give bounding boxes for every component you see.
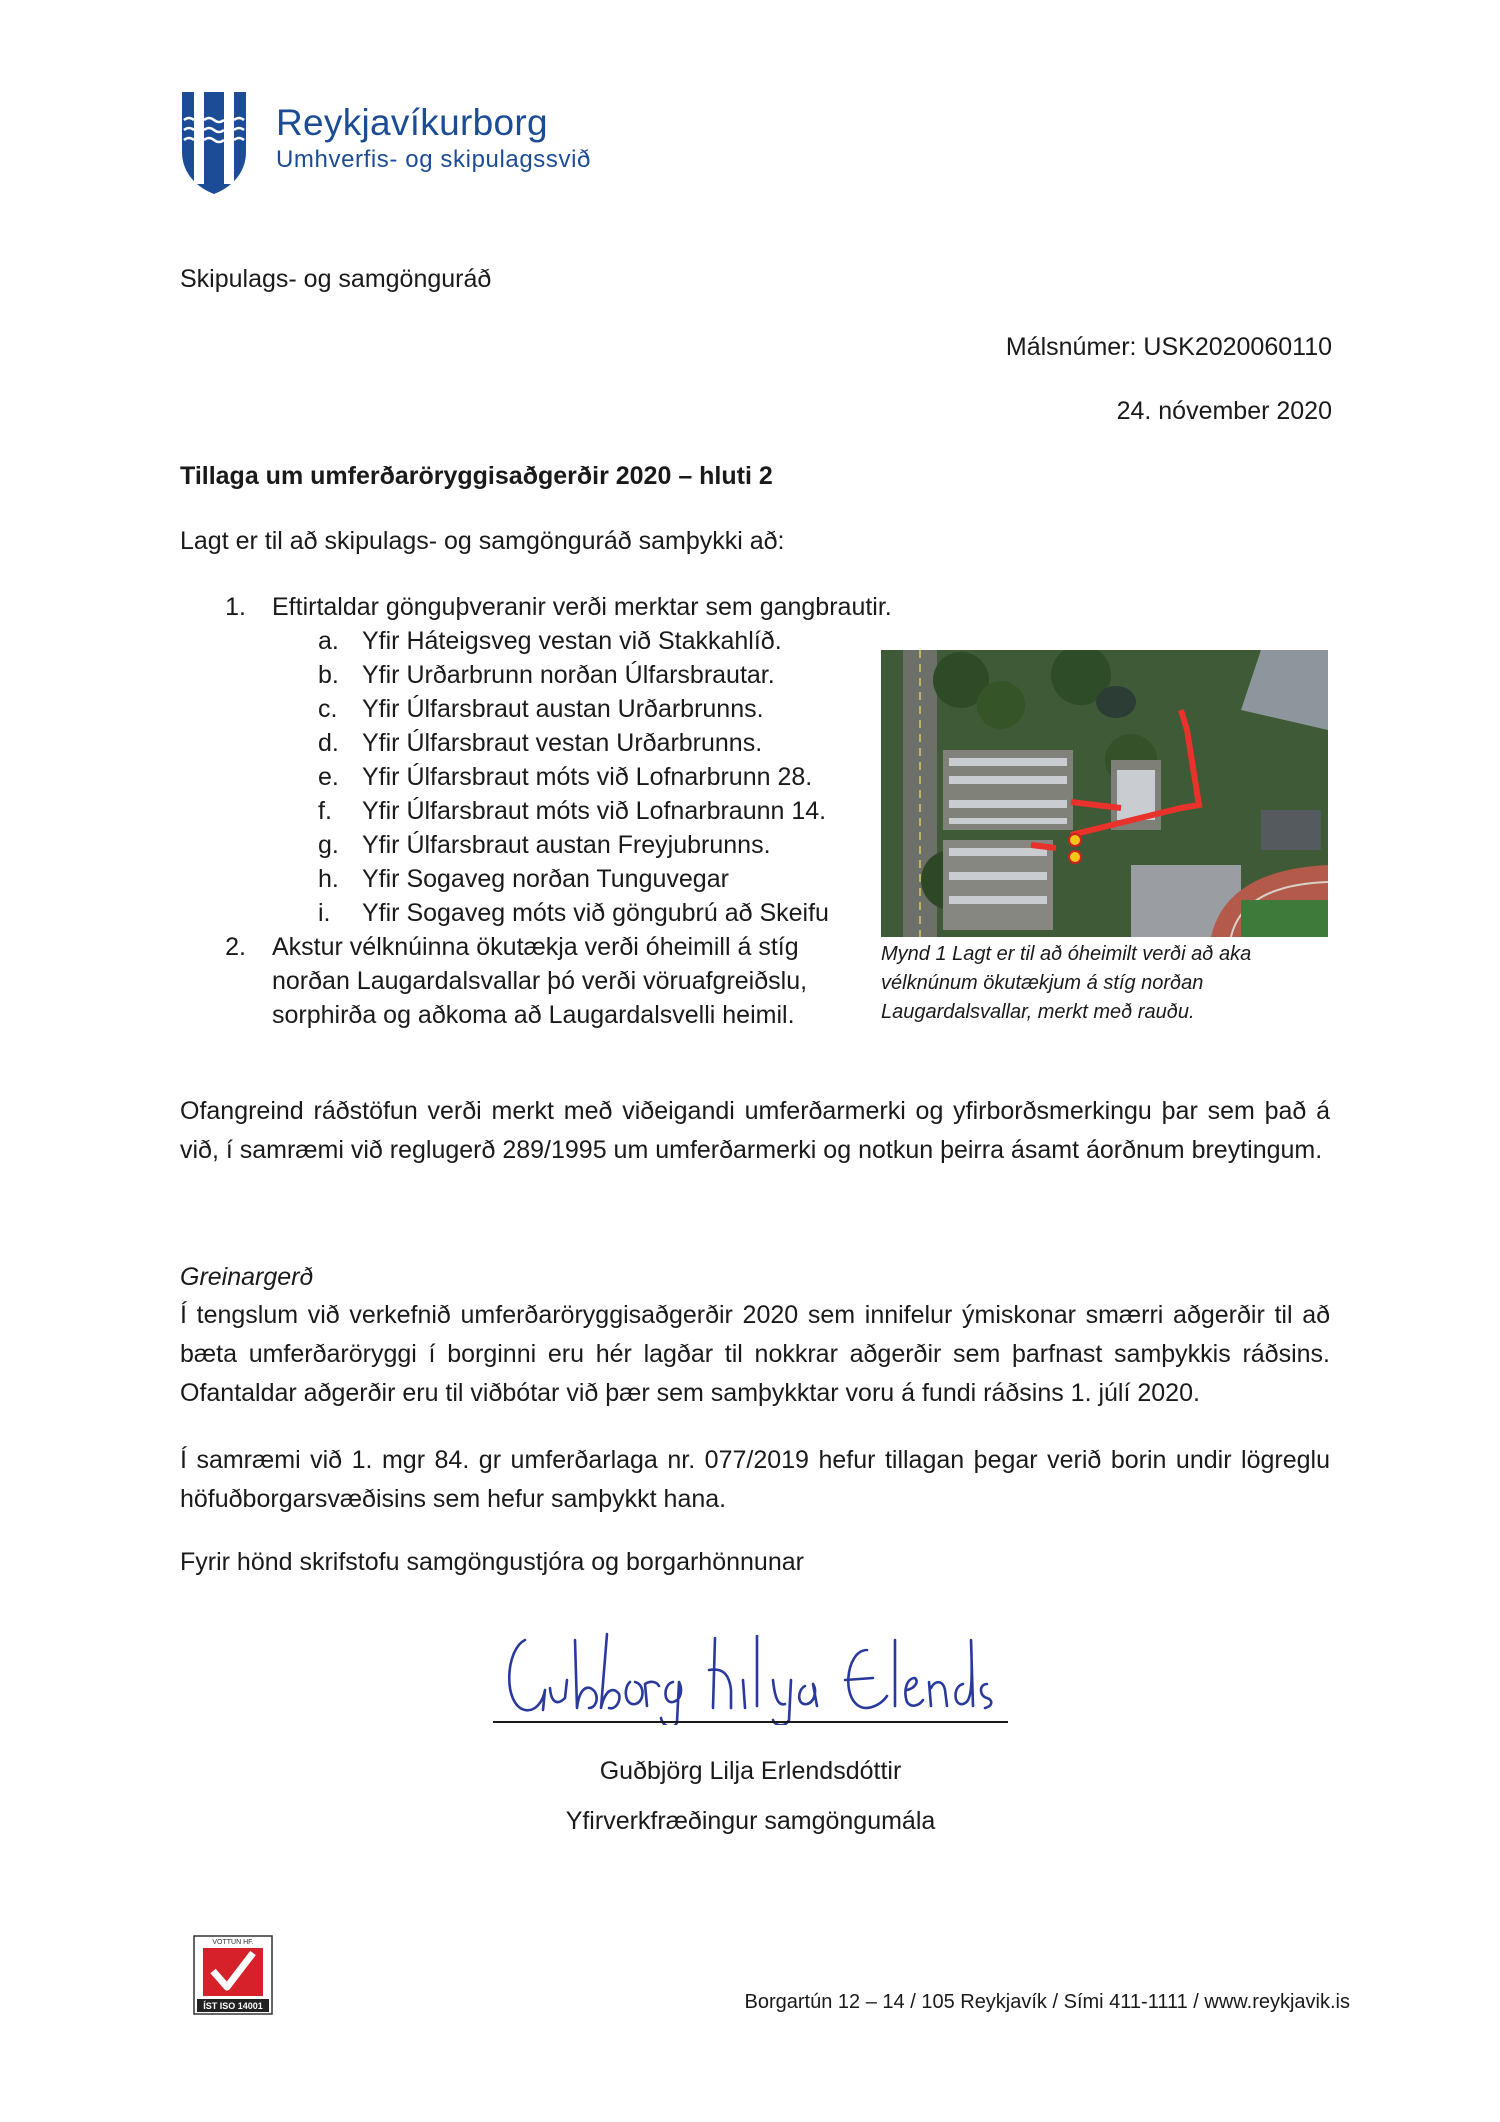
figure-caption [881,940,1331,1027]
svg-text:VOTTUN HF.: VOTTUN HF. [212,1939,254,1946]
department-name: Umhverfis- og skipulagssvið [276,146,591,173]
paragraph: Í samræmi við 1. mgr 84. gr umferðarlaga nr. 077/2019 hefur tillagan þegar verið borin undir lögreglu höfuðborgarsvæðisins sem hefur samþykkt hana. [180,1446,1330,1513]
org-name: Reykjavíkurborg [276,102,548,143]
sub-item: Yfir Sogaveg norðan Tunguvegar [362,865,729,893]
section-heading: Greinargerð [180,1263,314,1291]
signer-name: Guðbjörg Lilja Erlendsdóttir [599,1757,902,1785]
sub-item: Yfir Háteigsveg vestan við Stakkahlíð. [362,627,782,655]
paragraph: Í tengslum við verkefnið umferðaröryggisaðgerðir 2020 sem innifelur ýmiskonar smærri aðgerðir til að bæta umferðaröryggi í borginni eru hér lagðar til nokkrar aðgerðir sem þarfnast samþykkis ráðsins. Ofantaldar aðgerðir eru til viðbótar við þær sem samþykktar voru á fundi ráðsins 1. júlí 2020. [180,1301,1330,1407]
sub-item-letter: e. [318,763,339,791]
sub-item-letter: i. [318,899,331,927]
sub-item-letter: g. [318,831,339,859]
caption-line: Laugardalsvallar, merkt með rauðu. [881,1001,1195,1023]
list-number: 1. [225,593,246,621]
list-item-1: Eftirtaldar gönguþveranir verði merktar sem gangbrautir. [272,593,892,621]
intro-text: Lagt er til að skipulags- og samgönguráð samþykki að: [180,527,785,555]
iso-certification-logo [193,1935,273,2015]
sub-item: Yfir Úlfarsbraut austan Freyjubrunns. [362,831,771,859]
city-crest-logo [180,90,248,196]
sub-item: Yfir Úlfarsbraut móts við Lofnarbrunn 28. [362,763,813,791]
paragraph: Ofangreind ráðstöfun verði merkt með viðeigandi umferðarmerki og yfirborðsmerkingu þar sem það á við, í samræmi við reglugerð 289/1995 um umferðarmerki og notkun þeirra ásamt áorðnum breytingum. [180,1097,1330,1164]
document-date: 24. nóvember 2020 [1116,397,1332,425]
sub-item-letter: h. [318,865,339,893]
sub-item-letter: b. [318,661,339,689]
recipient: Skipulags- og samgönguráð [180,265,492,293]
sub-item: Yfir Úlfarsbraut móts við Lofnarbraunn 14. [362,797,827,825]
closing-line: Fyrir hönd skrifstofu samgöngustjóra og borgarhönnunar [180,1548,804,1576]
footer-address: Borgartún 12 – 14 / 105 Reykjavík / Sími 411-1111 / www.reykjavik.is [744,1991,1350,2013]
sub-item-letter: c. [318,695,338,723]
sub-item: Yfir Urðarbrunn norðan Úlfarsbrautar. [362,661,775,689]
handwritten-signature [495,1610,1015,1725]
list-item-2-line: sorphirða og aðkoma að Laugardalsvelli heimil. [272,1001,795,1029]
list-number: 2. [225,933,246,961]
sub-item: Yfir Úlfarsbraut austan Urðarbrunns. [362,695,764,723]
sub-item-letter: a. [318,627,339,655]
svg-text:ÍST ISO 14001: ÍST ISO 14001 [203,2001,263,2011]
list-item-2-line: norðan Laugardalsvallar þó verði vöruafgreiðslu, [272,967,808,995]
sub-item: Yfir Úlfarsbraut vestan Urðarbrunns. [362,729,763,757]
caption-line: vélknúnum ökutækjum á stíg norðan [881,972,1204,994]
signature-line [493,1721,1008,1723]
sub-item-letter: f. [318,797,332,825]
document-title: Tillaga um umferðaröryggisaðgerðir 2020 – hluti 2 [180,462,773,490]
sub-item-letter: d. [318,729,339,757]
sub-item: Yfir Sogaveg móts við göngubrú að Skeifu [362,899,829,927]
case-number: Málsnúmer: USK2020060110 [1005,333,1332,361]
aerial-map-photo [881,650,1328,937]
signer-title: Yfirverkfræðingur samgöngumála [565,1807,936,1835]
list-item-2-line: Akstur vélknúinna ökutækja verði óheimill á stíg [272,933,799,961]
caption-line: Mynd 1 Lagt er til að óheimilt verði að aka [881,943,1252,965]
